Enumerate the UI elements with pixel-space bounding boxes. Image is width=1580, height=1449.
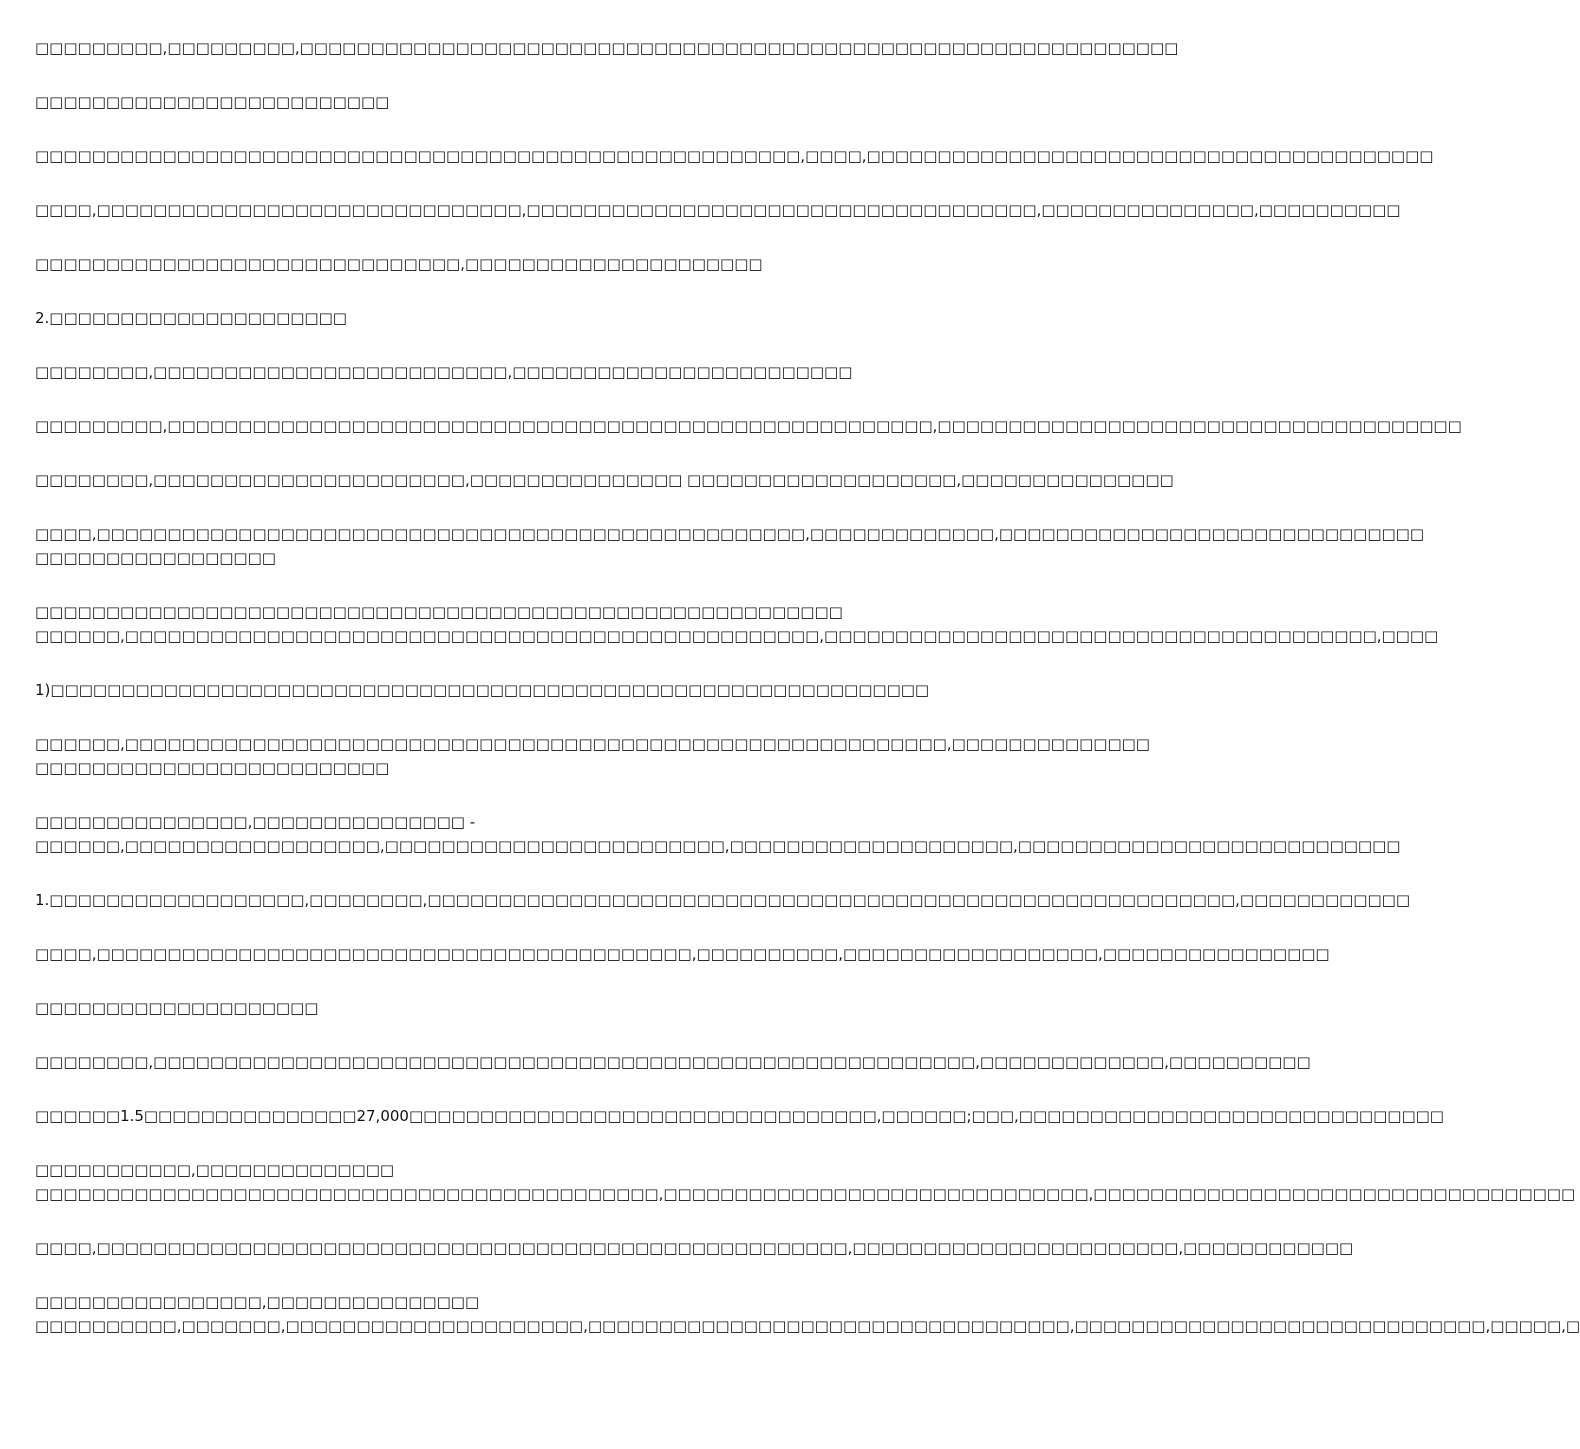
paragraph [35, 144, 1434, 168]
text-line: □□□□□□□□,□□□□□□□□□□□□□□□□□□□□□□□□□□□□□□□□□□□□□□□□□□□□□□□□□□□□□□□□□□,□□□□□□□□□□□□□,□□□□□□□□□□ [35, 1053, 1311, 1071]
text-line: □□□□□□,□□□□□□□□□□□□□□□□□□,□□□□□□□□□□□□□□□□□□□□□□□□,□□□□□□□□□□□□□□□□□□□□,□□□□□□□□□□□□□□□□□□□□□□□□□□□ [35, 837, 1401, 855]
section-heading [35, 306, 989, 330]
paragraph [35, 600, 1439, 648]
paragraph [35, 36, 1179, 60]
paragraph [35, 414, 1462, 438]
text-line: □□□□,□□□□□□□□□□□□□□□□□□□□□□□□□□□□□□□□□□□□□□□□□□,□□□□□□□□□□,□□□□□□□□□□□□□□□□□□,□□□□□□□□□□□□□□□□ [35, 945, 1330, 963]
text-line: □□□□□□□□□□□□□□□□□□□□□□□□□ [35, 759, 390, 777]
text-line: □□□□□□□□□□□□□□□,□□□□□□□□□□□□□□□ - [35, 813, 476, 831]
text-line: □□□□□□□□□□□□□□□□□□□□□□□□□□□□□□□□□□□□□□□□□□□□□□□□□□□□□□□□□ [35, 603, 843, 621]
document-body [35, 36, 1580, 1368]
text-line: □□□□□□□□,□□□□□□□□□□□□□□□□□□□□□□□□□,□□□□□□□□□□□□□□□□□□□□□□□□ [35, 363, 853, 381]
list-item [35, 678, 989, 702]
list-item [35, 888, 1410, 912]
paragraph [35, 810, 1401, 858]
text-line: □□□□□□1.5□□□□□□□□□□□□□□□27,000□□□□□□□□□□□□□□□□□□□□□□□□□□□□□□□□□,□□□□□□;□□□,□□□□□□□□□□□□□□□□□□□□□□□□□□□□□□ [35, 1107, 1444, 1125]
paragraph [35, 90, 989, 114]
text-line: □□□□□□□□□□□□□□□□,□□□□□□□□□□□□□□□ [35, 1293, 480, 1311]
paragraph [35, 732, 1150, 780]
text-line: 1)□□□□□□□□□□□□□□□□□□□□□□□□□□□□□□□□□□□□□□□□□□□□□□□□□□□□□□□□□□□□□□ [35, 681, 930, 699]
paragraph [35, 1290, 1580, 1338]
text-line: □□□□□□□□□□□□□□□□□□□□□□□□□□□□□□□□□□□□□□□□□□□□□□□□□□□□□□,□□□□,□□□□□□□□□□□□□□□□□□□□□□□□□□□□□□□□□□□□□□□□ [35, 147, 1434, 165]
text-line: □□□□□□,□□□□□□□□□□□□□□□□□□□□□□□□□□□□□□□□□□□□□□□□□□□□□□□□□□□□□□□□□□,□□□□□□□□□□□□□□ [35, 735, 1150, 753]
text-line: □□□□□□□□□□□□□□□□□□□□□□□□□ [35, 93, 390, 111]
text-line: □□□□□□□□□□,□□□□□□□,□□□□□□□□□□□□□□□□□□□□□,□□□□□□□□□□□□□□□□□□□□□□□□□□□□□□□□□□,□□□□□□□□□□□□□□□□□□□□□□□□□□□□□,□□□□□,□ [35, 1317, 1580, 1335]
paragraph [35, 468, 1174, 492]
text-line: 2.□□□□□□□□□□□□□□□□□□□□□ [35, 309, 347, 327]
paragraph [35, 252, 989, 276]
text-line: □□□□,□□□□□□□□□□□□□□□□□□□□□□□□□□□□□□□□□□□□□□□□□□□□□□□□□□,□□□□□□□□□□□□□,□□□□□□□□□□□□□□□□□□□□□□□□□□□□□□ [35, 525, 1425, 543]
paragraph [35, 522, 1425, 570]
text-line: □□□□□□□□□□□□□□□□□□□□ [35, 999, 319, 1017]
paragraph [35, 360, 989, 384]
paragraph [35, 942, 1330, 966]
text-line: □□□□,□□□□□□□□□□□□□□□□□□□□□□□□□□□□□□□□□□□□□□□□□□□□□□□□□□□□□,□□□□□□□□□□□□□□□□□□□□□□□,□□□□□□□□□□□□ [35, 1239, 1354, 1257]
text-line: □□□□□□□□□,□□□□□□□□□□□□□□□□□□□□□□□□□□□□□□□□□□□□□□□□□□□□□□□□□□□□□□,□□□□□□□□□□□□□□□□□□□□□□□□□□□□□□□□□□□□□ [35, 417, 1462, 435]
text-line: □□□□□□□□,□□□□□□□□□□□□□□□□□□□□□□,□□□□□□□□□□□□□□□ □□□□□□□□□□□□□□□□□□□,□□□□□□□□□□□□□□□ [35, 471, 1174, 489]
paragraph [35, 1158, 1576, 1206]
text-line: □□□□,□□□□□□□□□□□□□□□□□□□□□□□□□□□□□□,□□□□□□□□□□□□□□□□□□□□□□□□□□□□□□□□□□□□,□□□□□□□□□□□□□□□,□□□□□□□□□□ [35, 201, 1401, 219]
text-line: □□□□□□□□□□□,□□□□□□□□□□□□□□ [35, 1161, 395, 1179]
text-line: □□□□□□□□□□□□□□□□□ [35, 549, 276, 567]
section-heading [35, 996, 989, 1020]
paragraph [35, 198, 1401, 222]
text-line: 1.□□□□□□□□□□□□□□□□□□,□□□□□□□□,□□□□□□□□□□□□□□□□□□□□□□□□□□□□□□□□□□□□□□□□□□□□□□□□□□□□□□□□□,□□□□□□□□□□□□ [35, 891, 1410, 909]
text-line: □□□□□□,□□□□□□□□□□□□□□□□□□□□□□□□□□□□□□□□□□□□□□□□□□□□□□□□□,□□□□□□□□□□□□□□□□□□□□□□□□□□□□□□□□□□□□□□□,□□□□ [35, 627, 1439, 645]
paragraph [35, 1104, 1444, 1128]
text-line: □□□□□□□□□□□□□□□□□□□□□□□□□□□□□□□□□□□□□□□□□□□□,□□□□□□□□□□□□□□□□□□□□□□□□□□□□□□,□□□□□□□□□□□□□□□□□□□□□□□□□□□□□□□□□□ [35, 1185, 1576, 1203]
text-line: □□□□□□□□□□□□□□□□□□□□□□□□□□□□□□,□□□□□□□□□□□□□□□□□□□□□ [35, 255, 763, 273]
text-line: □□□□□□□□□,□□□□□□□□□,□□□□□□□□□□□□□□□□□□□□□□□□□□□□□□□□□□□□□□□□□□□□□□□□□□□□□□□□□□□□□□ [35, 39, 1179, 57]
paragraph [35, 1050, 1311, 1074]
paragraph [35, 1236, 1354, 1260]
